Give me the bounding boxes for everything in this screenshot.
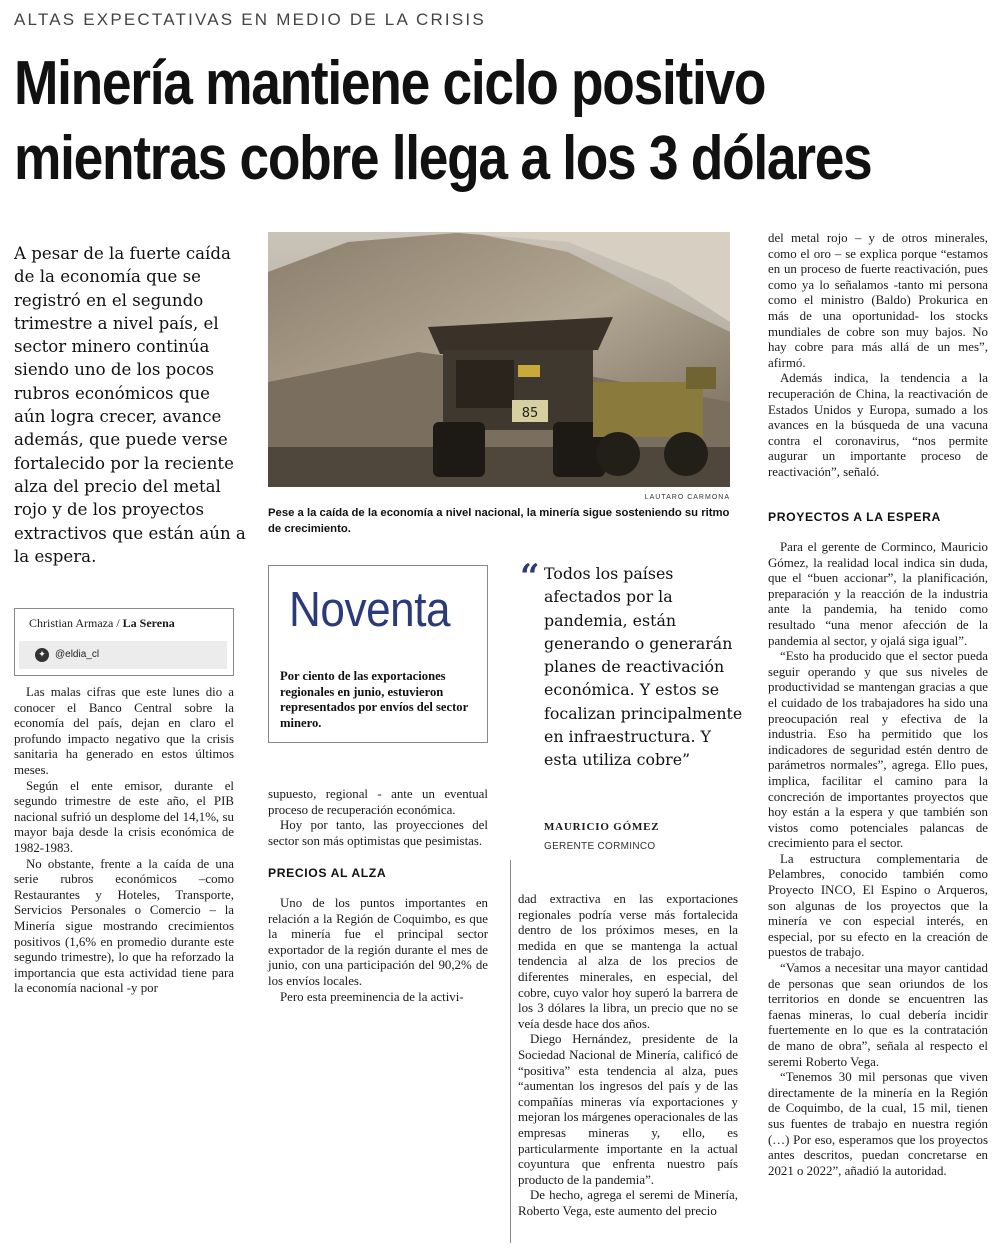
body-paragraph: Pero esta preeminencia de la activi- — [280, 989, 464, 1004]
stat-box — [268, 565, 488, 743]
body-paragraph: Las malas cifras que este lunes dio a conocer el Banco Central sobre la economía del país, dejan en claro el profundo impacto negativo que la crisis sanitaria ha generado en estos últimos meses. — [14, 685, 234, 777]
body-column-4a — [768, 231, 988, 481]
body-paragraph: La estructura complementaria de Pelambres, conocido también como Proyecto INCO, El Espino o Arqueros, son algunas de los proyectos que la minería ve con especial interés, en especial, por su efecto en la creación de puestos de trabajo. — [768, 851, 988, 960]
body-paragraph: “Esto ha producido que el sector pueda seguir operando y que sus niveles de productividad se mantengan gracias a que el cuidado de los trabajadores ha sido una preocupación real y efectiva de la industria. Eso ha permitido que los indicadores de seguridad estén dentro de parámetros normales”, agrega. Ello pues, implica, facilitar el camino para la concreción de importantes proyectos que hoy están a la espera y que también son vistos como potenciales palancas de crecimiento para el sector. — [768, 649, 988, 851]
truck-number: 85 — [521, 406, 539, 421]
quote-author: MAURICIO GÓMEZ — [544, 821, 660, 833]
social-bar — [19, 641, 227, 669]
body-column-2b — [268, 896, 488, 1005]
body-column-1 — [14, 685, 234, 997]
body-paragraph: Diego Hernández, presidente de la Sociedad Nacional de Minería, calificó de “positiva” esta tendencia al alza, pues “aumentan los ingresos del país y de las compañías mineras vía exportaciones y mejoran los márgenes operacionales de las empresas mineras y, ello, es particularmente importante en la actual coyuntura que enfrenta nuestro país producto de la pandemia”. — [518, 1032, 738, 1187]
lead-paragraph: A pesar de la fuerte caída de la economía que se registró en el segundo trimestre a nivel país, el sector minero continúa siendo uno de los pocos rubros económicos que aún logra crecer, avance además, que puede verse fortalecido por la reciente alza del precio del metal rojo y de los proyectos extractivos que están aún a la espera. — [14, 244, 246, 566]
stat-description: Por ciento de las exportaciones regionales en junio, estuvieron representados por envíos del sector minero. — [280, 669, 468, 730]
headline — [14, 46, 986, 196]
body-paragraph: De hecho, agrega el seremi de Minería, Roberto Vega, este aumento del precio — [518, 1188, 738, 1218]
body-column-2a — [268, 787, 488, 849]
author-box — [14, 608, 234, 676]
quote-role: GERENTE CORMINCO — [544, 841, 656, 852]
section-kicker: ALTAS EXPECTATIVAS EN MEDIO DE LA CRISIS — [14, 10, 486, 29]
stat-word: Noventa — [289, 583, 451, 637]
body-paragraph: Según el ente emisor, durante el segundo trimestre de este año, el PIB nacional sufrió un desplome del 14,1%, su mayor baja desde la crisis económica de 1982-1983. — [14, 778, 234, 855]
subhead-precios: PRECIOS AL ALZA — [268, 866, 387, 880]
body-paragraph: Hoy por tanto, las proyecciones del sector son más optimistas que pesimistas. — [268, 818, 488, 848]
mining-truck-photo — [268, 232, 730, 487]
body-paragraph: “Tenemos 30 mil personas que viven directamente de la minería en la Región de Coquimbo, de la cual, 15 mil, tienen sus fuentes de trabajo en nuestra región (…) Por eso, esperamos que los proyectos antes descritos, puedan concretarse en 2021 o 2022”, añadió la autoridad. — [768, 1070, 988, 1178]
subhead-proyectos: PROYECTOS A LA ESPERA — [768, 510, 941, 524]
body-paragraph: No obstante, frente a la caída de una serie rubros económicos –como Restaurantes y Hoteles, Transporte, Servicios Personales o Comercio – la Minería sigue mostrando crecimientos positivos (1,6% en promedio durante este segundo trimestre), lo que ha reforzado la importancia que esta actividad tiene para la economía nacional -y por — [14, 856, 234, 996]
body-column-4b — [768, 540, 988, 1179]
quote-mark-icon: “ — [520, 557, 540, 597]
author-name: Christian Armaza — [29, 616, 114, 630]
twitter-handle[interactable]: @eldia_cl — [55, 649, 100, 660]
body-paragraph: supuesto, regional - ante un eventual proceso de recuperación económica. — [268, 787, 488, 817]
photo-caption: Pese a la caída de la economía a nivel nacional, la minería sigue sosteniendo su ritmo de crecimiento. — [268, 507, 730, 535]
body-paragraph: Además indica, la tendencia a la recuperación de China, la reactivación de Estados Unidos y Europa, sumado a los avances en la búsqueda de una vacuna contra el coronavirus, “nos permite augurar un importante proceso de reactivación”, señaló. — [768, 371, 988, 479]
author-location: La Serena — [122, 616, 175, 630]
body-paragraph: del metal rojo – y de otros minerales, como el oro – se explica porque “estamos en un proceso de fuerte reactivación, pues como ya lo señalamos -tanto mi persona como el ministro (Baldo) Prokurica en más de una oportunidad- los stocks mundiales de cobre son muy bajos. No hay cobre para más allá de un mes”, afirmó. — [768, 231, 988, 370]
headline-line-1: Minería mantiene ciclo positivo — [14, 49, 766, 118]
photo-illustration — [268, 232, 730, 487]
body-paragraph: “Vamos a necesitar una mayor cantidad de personas que sean oriundos de los territorios en donde se encuentren las faenas mineras, lo cual debería incidir fuertemente en lo que es la contratación de mano de obra”, señala al respecto el seremi Roberto Vega. — [768, 961, 988, 1069]
body-paragraph: dad extractiva en las exportaciones regionales podría verse más fortalecida dentro de los próximos meses, en la medida en que se mantenga la actual tendencia al alza de los precios de diferentes minerales, en especial, del cobre, cuyo valor hoy superó la barrera de los 3 dólares la libra, un precio que no se veía desde hace dos años. — [518, 892, 738, 1031]
photo-credit: LAUTARO CARMONA — [644, 494, 730, 501]
twitter-bird-icon[interactable]: ✦ — [35, 648, 49, 662]
author-byline — [29, 616, 175, 631]
headline-line-2: mientras cobre llega a los 3 dólares — [14, 124, 872, 193]
pull-quote: Todos los países afectados por la pandemia, están generando o generarán planes de reactivación económica. Y estos se focalizan principalmente en infraestructura. Y esta utiliza cobre” — [544, 564, 743, 770]
author-separator: / — [116, 616, 120, 630]
column-divider — [510, 860, 511, 1243]
body-column-3 — [518, 892, 738, 1219]
body-paragraph: Para el gerente de Cormincо, Mauricio Gómez, la realidad local indica sin duda, que el “buen accionar”, la planificación, preparación y la reacción de la industria ante la pandemia, ha tenido como resultado “una menor afección de la pandemia al sector, y ojalá siga igual”. — [768, 540, 988, 648]
body-paragraph: Uno de los puntos importantes en relación a la Región de Coquimbo, es que la minería fue el principal sector exportador de la región durante el mes de junio, con una participación del 90,2% de los envíos locales. — [268, 896, 488, 988]
